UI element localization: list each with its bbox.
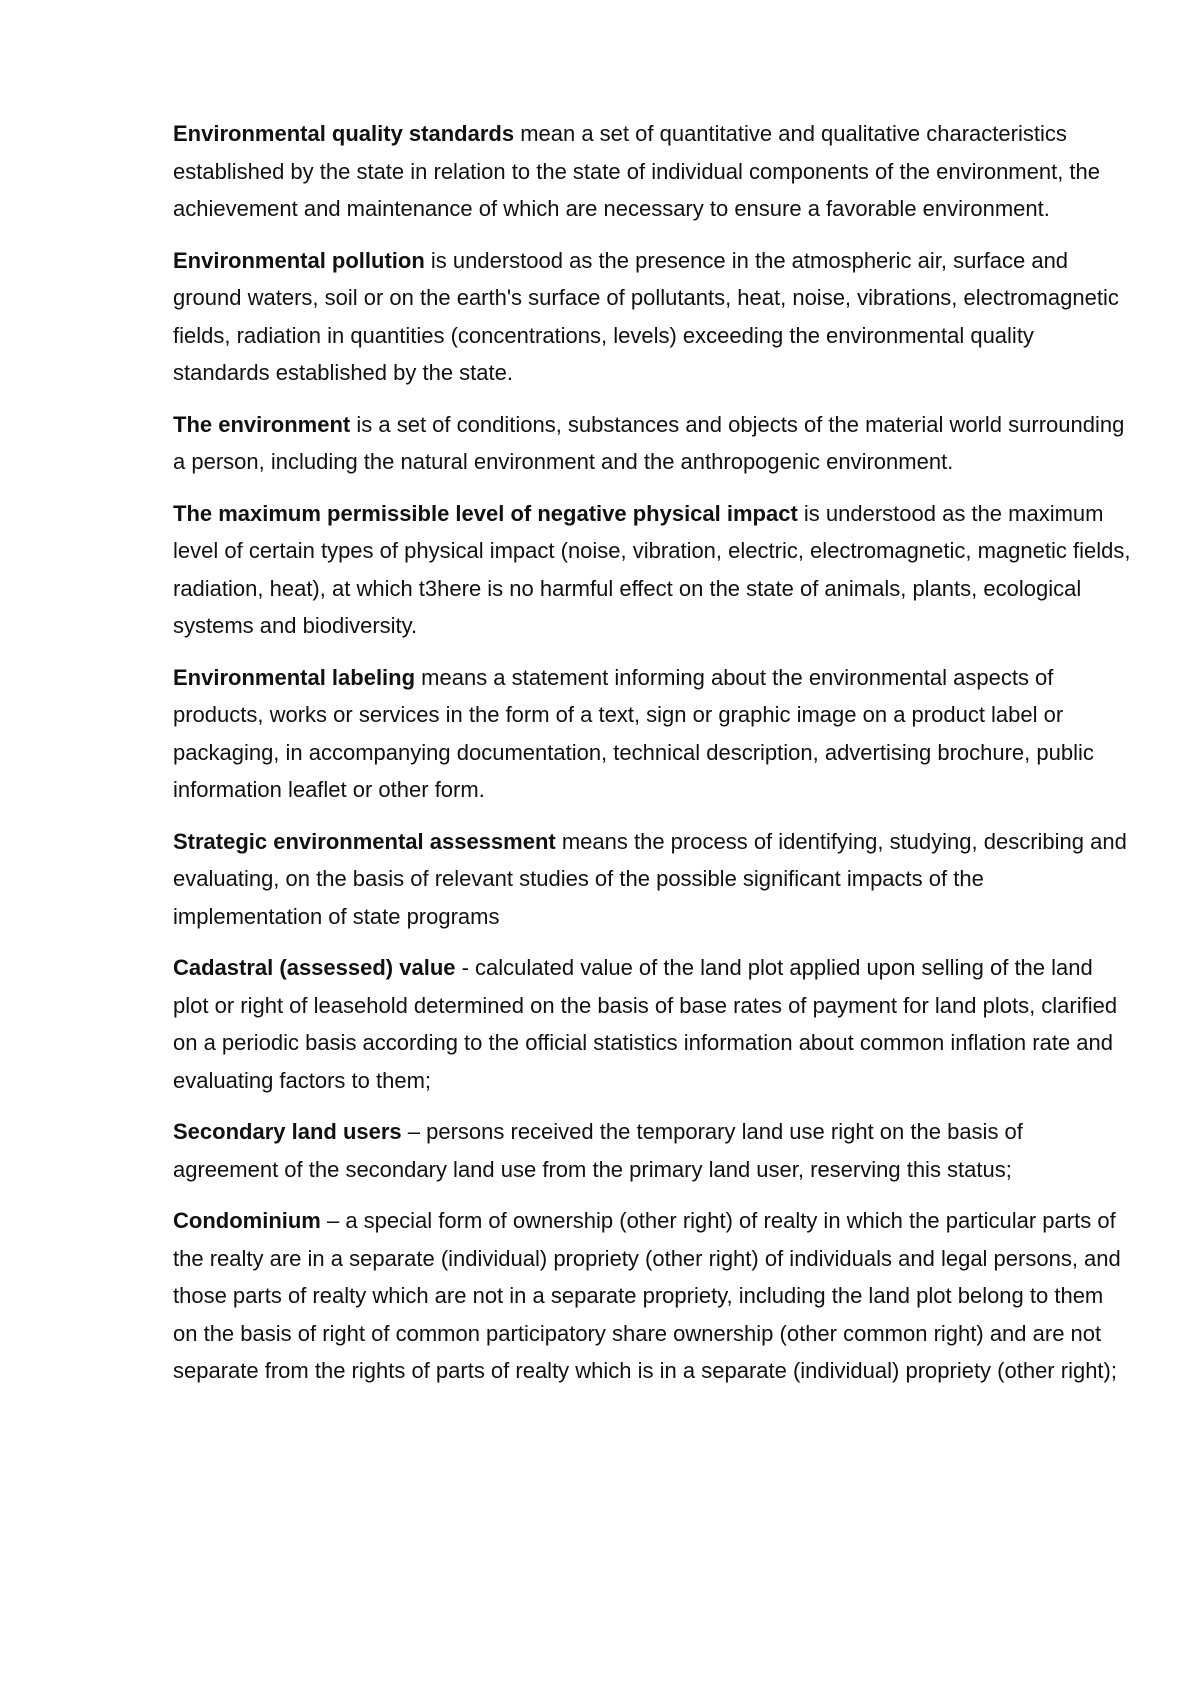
definition-paragraph [173, 823, 1133, 936]
definition-text: is a set of conditions, substances and objects of the material world surrounding a person, including the natural environment and the anthropogenic environment. [173, 411, 1125, 474]
definition-term: Cadastral (assessed) value [173, 955, 456, 980]
definition-term: Secondary land users [173, 1119, 402, 1144]
definition-paragraph [173, 242, 1133, 392]
definition-text: – a special form of ownership (other right) of realty in which the particular parts of the realty are in a separate (individual) propriety (other right) of individuals and legal persons, and those parts of realty which are not in a separate propriety, including the land plot belong to them on the basis of right of common participatory share ownership (other common right) and are not separate from the rights of parts of realty which is in a separate (individual) propriety (other right); [173, 1208, 1121, 1383]
definition-paragraph [173, 1202, 1133, 1390]
definition-text: is understood as the maximum level of certain types of physical impact (noise, vibration, electric, electromagnetic, magnetic fields, radiation, heat), at which t3here is no harmful effect on the state of animals, plants, ecological systems and biodiversity. [173, 500, 1131, 638]
definition-paragraph [173, 406, 1133, 481]
document-body [173, 115, 1133, 1404]
definition-text: means the process of identifying, studying, describing and evaluating, on the basis of relevant studies of the possible significant impacts of the implementation of state programs [173, 828, 1127, 929]
definition-term: The environment [173, 411, 351, 437]
definition-paragraph [173, 1113, 1133, 1188]
definition-text: - calculated value of the land plot applied upon selling of the land plot or right of leasehold determined on the basis of base rates of payment for land plots, clarified on a periodic basis according to the official statistics information about common inflation rate and evaluating factors to them; [173, 955, 1118, 1093]
definition-paragraph [173, 495, 1133, 645]
definition-paragraph [173, 115, 1133, 228]
definition-text: mean a set of quantitative and qualitative characteristics established by the state in relation to the state of individual components of the environment, the achievement and maintenance of which are necessary to ensure a favorable environment. [173, 121, 1101, 221]
definition-text: – persons received the temporary land use right on the basis of agreement of the secondary land use from the primary land user, reserving this status; [173, 1119, 1023, 1182]
definition-term: Strategic environmental assessment [173, 828, 556, 854]
definition-term: Condominium [173, 1208, 321, 1233]
definition-text: is understood as the presence in the atmospheric air, surface and ground waters, soil or on the earth's surface of pollutants, heat, noise, vibrations, electromagnetic fields, radiation in quantities (concentrations, levels) exceeding the environmental quality standards established by the state. [173, 247, 1119, 385]
definition-term: Environmental pollution [173, 247, 425, 273]
definition-paragraph [173, 659, 1133, 809]
definition-term: Environmental quality standards [173, 121, 515, 146]
definition-paragraph [173, 949, 1133, 1099]
definition-term: Environmental labeling [173, 664, 416, 690]
definition-text: means a statement informing about the environmental aspects of products, works or services in the form of a text, sign or graphic image on a product label or packaging, in accompanying documentation, technical description, advertising brochure, public information leaflet or other form. [173, 664, 1094, 802]
definition-term: The maximum permissible level of negative physical impact [173, 500, 798, 526]
